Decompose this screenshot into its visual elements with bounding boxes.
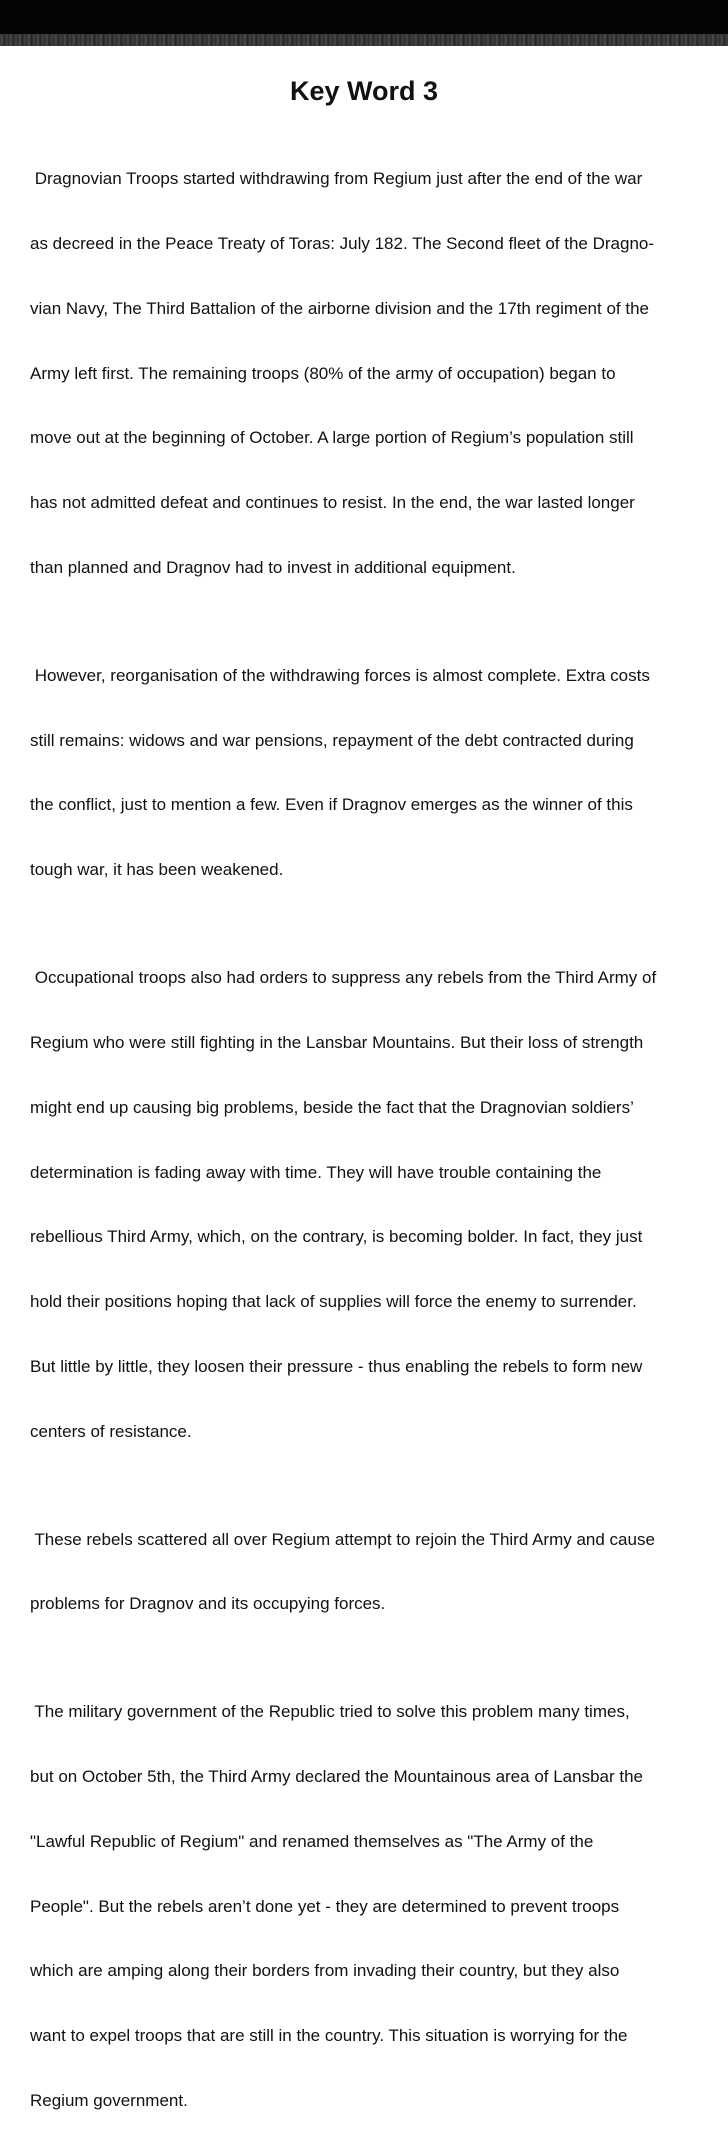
text-line: centers of resistance.: [30, 1421, 192, 1441]
page-title: Key Word 3: [289, 76, 439, 106]
text-line: but on October 5th, the Third Army declared the Mountainous area of Lansbar the: [30, 1767, 644, 1787]
text-line: has not admitted defeat and continues to resist. In the end, the war lasted longer: [30, 493, 635, 513]
text-line: want to expel troops that are still in the country. This situation is worrying for the: [30, 2026, 628, 2046]
text-line: People". But the rebels aren’t done yet - they are determined to prevent troops: [30, 1896, 620, 1916]
text-line: problems for Dragnov and its occupying forces.: [30, 1594, 386, 1614]
top-scan-border-edge: [0, 34, 728, 46]
text-line: Occupational troops also had orders to suppress any rebels from the Third Army of: [30, 968, 657, 988]
text-line: However, reorganisation of the withdrawing forces is almost complete. Extra costs: [30, 665, 650, 685]
article-body: [30, 125, 712, 2155]
text-line: hold their positions hoping that lack of supplies will force the enemy to surrender.: [30, 1292, 637, 1312]
paragraph-withdrawal: [30, 125, 712, 622]
text-line: Dragnovian Troops started withdrawing from Regium just after the end of the war: [30, 169, 643, 189]
text-line: than planned and Dragnov had to invest in additional equipment.: [30, 557, 516, 577]
top-scan-border: [0, 0, 728, 46]
paragraph-reorganisation: [30, 622, 712, 924]
text-line: Regium who were still fighting in the Lansbar Mountains. But their loss of strength: [30, 1032, 644, 1052]
text-line: tough war, it has been weakened.: [30, 860, 284, 880]
text-line: might end up causing big problems, beside the fact that the Dragnovian soldiers’: [30, 1097, 634, 1117]
text-line: Regium government.: [30, 2091, 188, 2111]
text-line: Army left first. The remaining troops (80% of the army of occupation) began to: [30, 363, 616, 383]
text-line: The military government of the Republic tried to solve this problem many times,: [30, 1702, 630, 1722]
text-line: These rebels scattered all over Regium attempt to rejoin the Third Army and cause: [30, 1529, 655, 1549]
paragraph-occupational-troops: [30, 924, 712, 1485]
text-line: determination is fading away with time. They will have trouble containing the: [30, 1162, 602, 1182]
text-line: the conflict, just to mention a few. Even if Dragnov emerges as the winner of this: [30, 795, 633, 815]
text-line: as decreed in the Peace Treaty of Toras: July 182. The Second fleet of the Dragno-: [30, 233, 655, 253]
text-line: still remains: widows and war pensions, repayment of the debt contracted during: [30, 730, 634, 750]
text-line: vian Navy, The Third Battalion of the airborne division and the 17th regiment of the: [30, 298, 649, 318]
paragraph-military-government: [30, 1658, 712, 2155]
text-line: which are amping along their borders from invading their country, but they also: [30, 1961, 620, 1981]
text-line: rebellious Third Army, which, on the contrary, is becoming bolder. In fact, they just: [30, 1227, 643, 1247]
paragraph-scattered-rebels: [30, 1485, 712, 1658]
text-line: But little by little, they loosen their pressure - thus enabling the rebels to form new: [30, 1356, 643, 1376]
text-line: "Lawful Republic of Regium" and renamed themselves as "The Army of the: [30, 1831, 594, 1851]
text-line: move out at the beginning of October. A large portion of Regium’s population still: [30, 428, 634, 448]
